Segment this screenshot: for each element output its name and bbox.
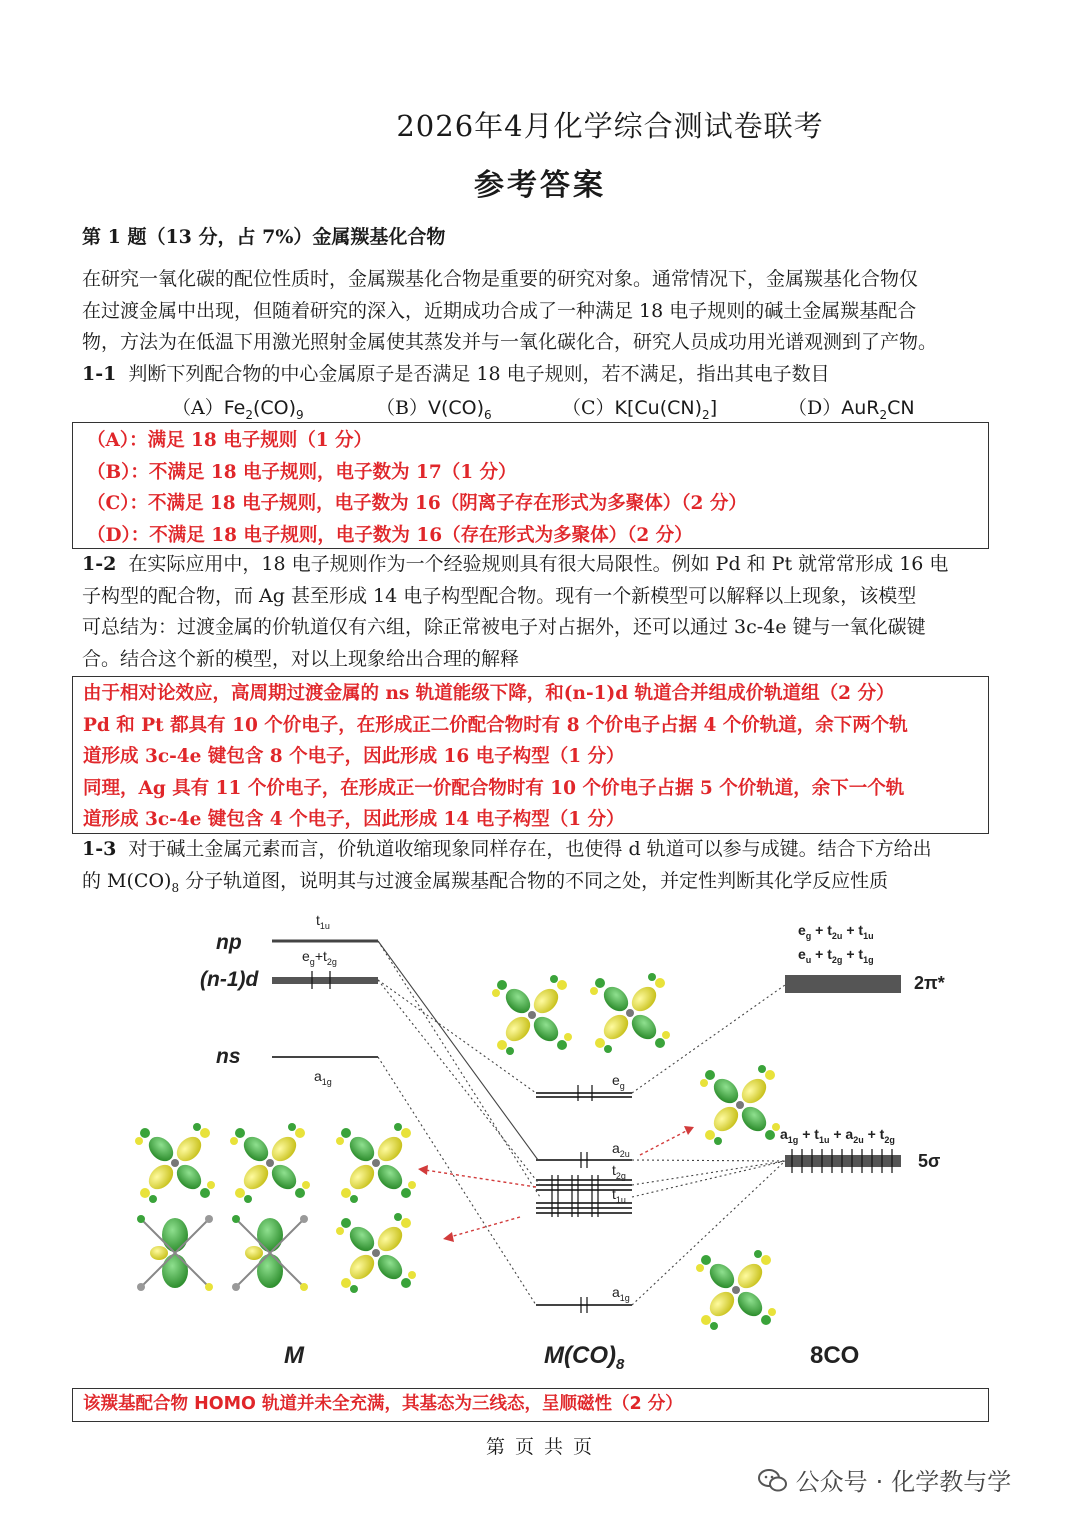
- q12-line: 1-2 在实际应用中，18 电子规则作为一个经验规则具有很大局限性。例如 Pd 和 Pt 就常常形成 16 电: [82, 553, 949, 575]
- mo-label-a1g: $a_{1g}$: [612, 1284, 630, 1303]
- a1g-left-label: $a_{1g}$: [314, 1068, 332, 1087]
- sigma-label: 5σ: [918, 1151, 941, 1171]
- option-d: （D）AuR$_2$CN: [788, 397, 915, 422]
- pi-star-level: [785, 975, 901, 993]
- watermark: [758, 1462, 1011, 1497]
- orbital-image: [137, 1215, 213, 1291]
- answer-line: Pd 和 Pt 都具有 10 个价电子，在形成正二价配合物时有 8 个价电子占据 4 个价轨道，余下两个轨: [83, 714, 908, 736]
- answer-line: （D）：不满足 18 电子规则，电子数为 16（存在形式为多聚体）（2 分）: [87, 524, 693, 546]
- orbital-image: [336, 1123, 416, 1203]
- wechat-icon: [758, 1468, 788, 1494]
- orbital-image: [230, 1123, 310, 1203]
- question-1-1-line: [82, 359, 1002, 391]
- mo-label-a2u: $a_{2u}$: [612, 1140, 630, 1159]
- arrow-head: [443, 1232, 454, 1242]
- q13-line: 的 $M(CO)_8$ 分子轨道图，说明其与过渡金属羰基配合物的不同之处，并定性判断其化学反应性质: [82, 869, 889, 895]
- answer-line: 道形成 3c-4e 键包含 8 个电子，因此形成 16 电子构型（1 分）: [83, 746, 625, 767]
- arrow-head: [684, 1126, 694, 1135]
- intro-paragraph: [82, 264, 1002, 390]
- answer-line: 该羰基配合物 HOMO 轨道并未全充满，其基态为三线态，呈顺磁性（2 分）: [83, 1394, 683, 1414]
- orbital-image: [492, 975, 572, 1055]
- mo-label-t1u: $t_{1u}$: [612, 1186, 626, 1205]
- answer-line: 道形成 3c-4e 键包含 4 个电子，因此形成 14 电子构型（1 分）: [83, 809, 625, 830]
- mo-diagram: [0, 895, 1080, 1385]
- page-footer: 第 页 共 页: [485, 1436, 595, 1458]
- level-label-np: np: [216, 931, 242, 954]
- sigma-composition: $a_{1g} + t_{1u} + a_{2u} + t_{2g}$: [780, 1126, 895, 1145]
- orbital-image: [232, 1215, 308, 1291]
- question-1-2: [82, 549, 1002, 675]
- eg-t2g-label: $e_g+t_{2g}$: [302, 948, 337, 967]
- intro-line: 在过渡金属中出现，但随着研究的深入，近期成功合成了一种满足 18 电子规则的碱土金属羰基配合: [82, 299, 917, 322]
- q12-line: 可总结为：过渡金属的价轨道仅有六组，除正常被电子对占据外，还可以通过 3c-4e 键与一氧化碳键: [82, 616, 926, 638]
- orbital-image: [700, 1065, 780, 1145]
- answer-box-1-3: [72, 1388, 989, 1422]
- option-b: $(B)V(CO)_6$: [376, 397, 492, 422]
- arrow-head: [418, 1165, 428, 1175]
- page-subtitle: 参考答案: [474, 168, 606, 203]
- intro-line: 在研究一氧化碳的配位性质时，金属羰基化合物是重要的研究对象。通常情况下，金属羰基化合物仅: [82, 268, 919, 290]
- orbital-image: [696, 1250, 776, 1330]
- caption-co: 8CO: [810, 1342, 860, 1369]
- q12-line: 合。结合这个新的模型，对以上现象给出合理的解释: [82, 647, 520, 670]
- answer-box-1-2: [72, 676, 989, 834]
- red-arrows: [425, 1130, 688, 1237]
- question-number: 1-3: [82, 838, 117, 860]
- question-text: 判断下列配合物的中心金属原子是否满足 18 电子规则，若不满足，指出其电子数目: [128, 362, 830, 385]
- correlation-solid: [378, 941, 538, 1160]
- mo-label-t2g: $t_{2g}$: [612, 1162, 626, 1181]
- page-title: 2026年4月化学综合测试卷联考: [396, 109, 824, 143]
- level-label-nd: (n-1)d: [200, 968, 259, 991]
- answer-line: 由于相对论效应，高周期过渡金属的 ns 轨道能级下降，和(n-1)d 轨道合并组成价轨道组（2 分）: [83, 683, 895, 704]
- answer-line: 同理，Ag 具有 11 个价电子，在形成正一价配合物时有 10 个价电子占据 5 个价轨道，余下一个轨: [83, 777, 905, 799]
- answer-line: （B）：不满足 18 电子规则，电子数为 17（1 分）: [87, 461, 517, 483]
- option-a: $(A)Fe_2(CO)_9$: [172, 397, 304, 422]
- question-number: 1-1: [82, 362, 117, 385]
- pi-star-composition-1: $e_g + t_{2u} + t_{1u}$: [798, 922, 874, 941]
- mo-label-eg: $e_g$: [612, 1072, 625, 1091]
- orbital-image: [336, 1213, 416, 1293]
- intro-line: 物，方法为在低温下用激光照射金属使其蒸发并与一氧化碳化合，研究人员成功用光谱观测到了产物。: [82, 331, 938, 353]
- q12-line: 子构型的配合物，而 Ag 甚至形成 14 电子构型配合物。现有一个新模型可以解释以上现象，该模型: [82, 584, 917, 607]
- answer-line: （C）：不满足 18 电子规则，电子数为 16（阴离子存在形式为多聚体）（2 分）: [87, 493, 747, 514]
- question-number: 1-2: [82, 553, 117, 575]
- watermark-name: 化学教与学: [891, 1468, 1012, 1496]
- watermark-source: 公众号: [795, 1468, 868, 1496]
- middle-electrons: [552, 1085, 598, 1313]
- pi-star-composition-2: $e_u + t_{2g} + t_{1g}$: [798, 946, 874, 965]
- t1u-label: $t_{1u}$: [316, 912, 330, 931]
- q13-line: 1-3 对于碱土金属元素而言，价轨道收缩现象同样存在，也使得 d 轨道可以参与成键。结合下方给出: [82, 838, 932, 860]
- question-heading: 第 1 题（13 分，占 7%）金属羰基化合物: [82, 226, 446, 248]
- watermark-separator: ·: [875, 1468, 884, 1496]
- option-c: $(C)K[Cu(CN)_2]$: [562, 397, 718, 422]
- question-1-3: [82, 834, 1002, 904]
- orbital-image: [135, 1123, 215, 1203]
- orbital-image: [590, 973, 670, 1053]
- answer-box-1-1: [72, 422, 989, 549]
- caption-metal: M: [284, 1342, 304, 1369]
- caption-complex: $M(CO)_8$: [544, 1342, 625, 1373]
- answer-line: （A）：满足 18 电子规则（1 分）: [87, 430, 373, 451]
- nd-level: [272, 977, 378, 984]
- level-label-ns: ns: [216, 1045, 241, 1068]
- pi-star-label: 2π*: [914, 973, 945, 993]
